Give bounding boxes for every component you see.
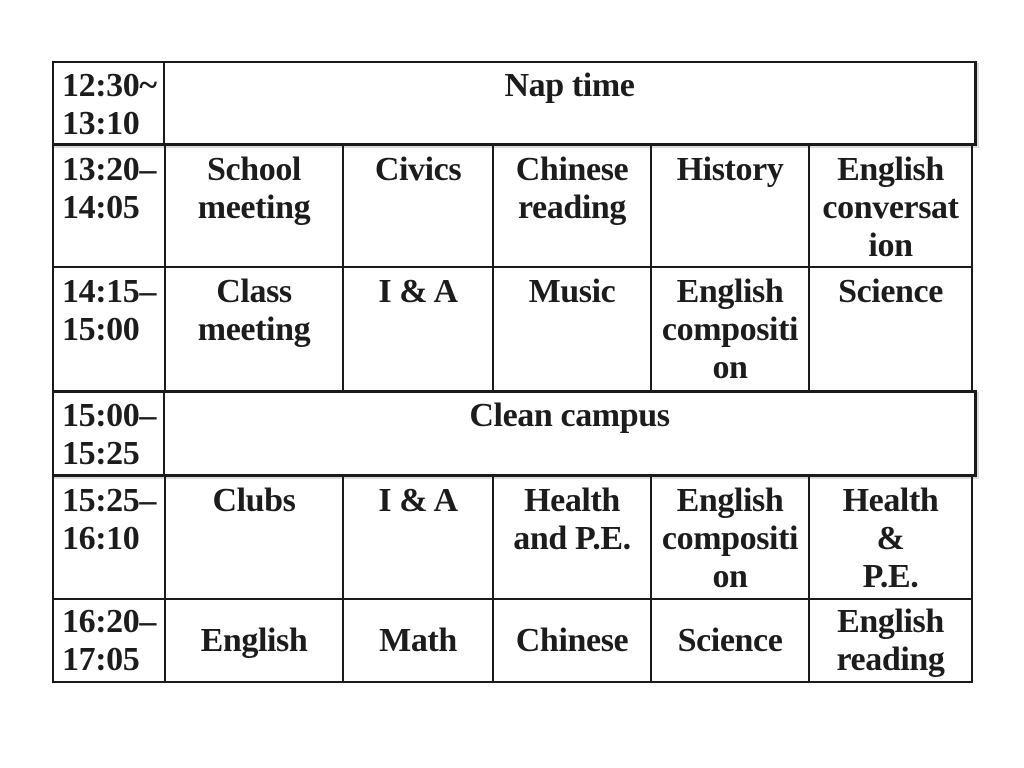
subject-cell: Math (344, 600, 494, 683)
subject-cell: Civics (344, 146, 494, 268)
table-row-clean-campus (52, 390, 977, 477)
time-cell: 13:20– 14:05 (52, 146, 166, 268)
subject-cell: Chinese reading (494, 146, 652, 268)
subject-cell: English compositi on (652, 477, 810, 600)
merged-activity-cell: Nap time (504, 67, 635, 104)
time-cell: 15:25– 16:10 (52, 477, 166, 600)
subject-cell: School meeting (166, 146, 344, 268)
timetable (52, 61, 973, 683)
table-row (52, 146, 973, 268)
subject-cell: Health and P.E. (494, 477, 652, 600)
time-cell: 12:30~ 13:10 (54, 63, 165, 143)
subject-cell: Health & P.E. (810, 477, 973, 600)
time-cell: 14:15– 15:00 (52, 268, 166, 390)
subject-cell: History (652, 146, 810, 268)
merged-activity-cell: Clean campus (469, 397, 670, 434)
subject-cell: Clubs (166, 477, 344, 600)
subject-cell: I & A (344, 268, 494, 390)
table-row-nap-time (52, 61, 977, 146)
table-row (52, 477, 973, 600)
subject-cell: English compositi on (652, 268, 810, 390)
subject-cell: Class meeting (166, 268, 344, 390)
time-cell: 16:20– 17:05 (52, 600, 166, 683)
subject-cell: Science (652, 600, 810, 683)
subject-cell: I & A (344, 477, 494, 600)
subject-cell: Chinese (494, 600, 652, 683)
subject-cell: Science (810, 268, 973, 390)
subject-cell: English (166, 600, 344, 683)
subject-cell: English conversat ion (810, 146, 973, 268)
subject-cell: Music (494, 268, 652, 390)
time-cell: 15:00– 15:25 (54, 393, 165, 474)
table-row (52, 268, 973, 390)
table-row (52, 600, 973, 683)
subject-cell: English reading (810, 600, 973, 683)
